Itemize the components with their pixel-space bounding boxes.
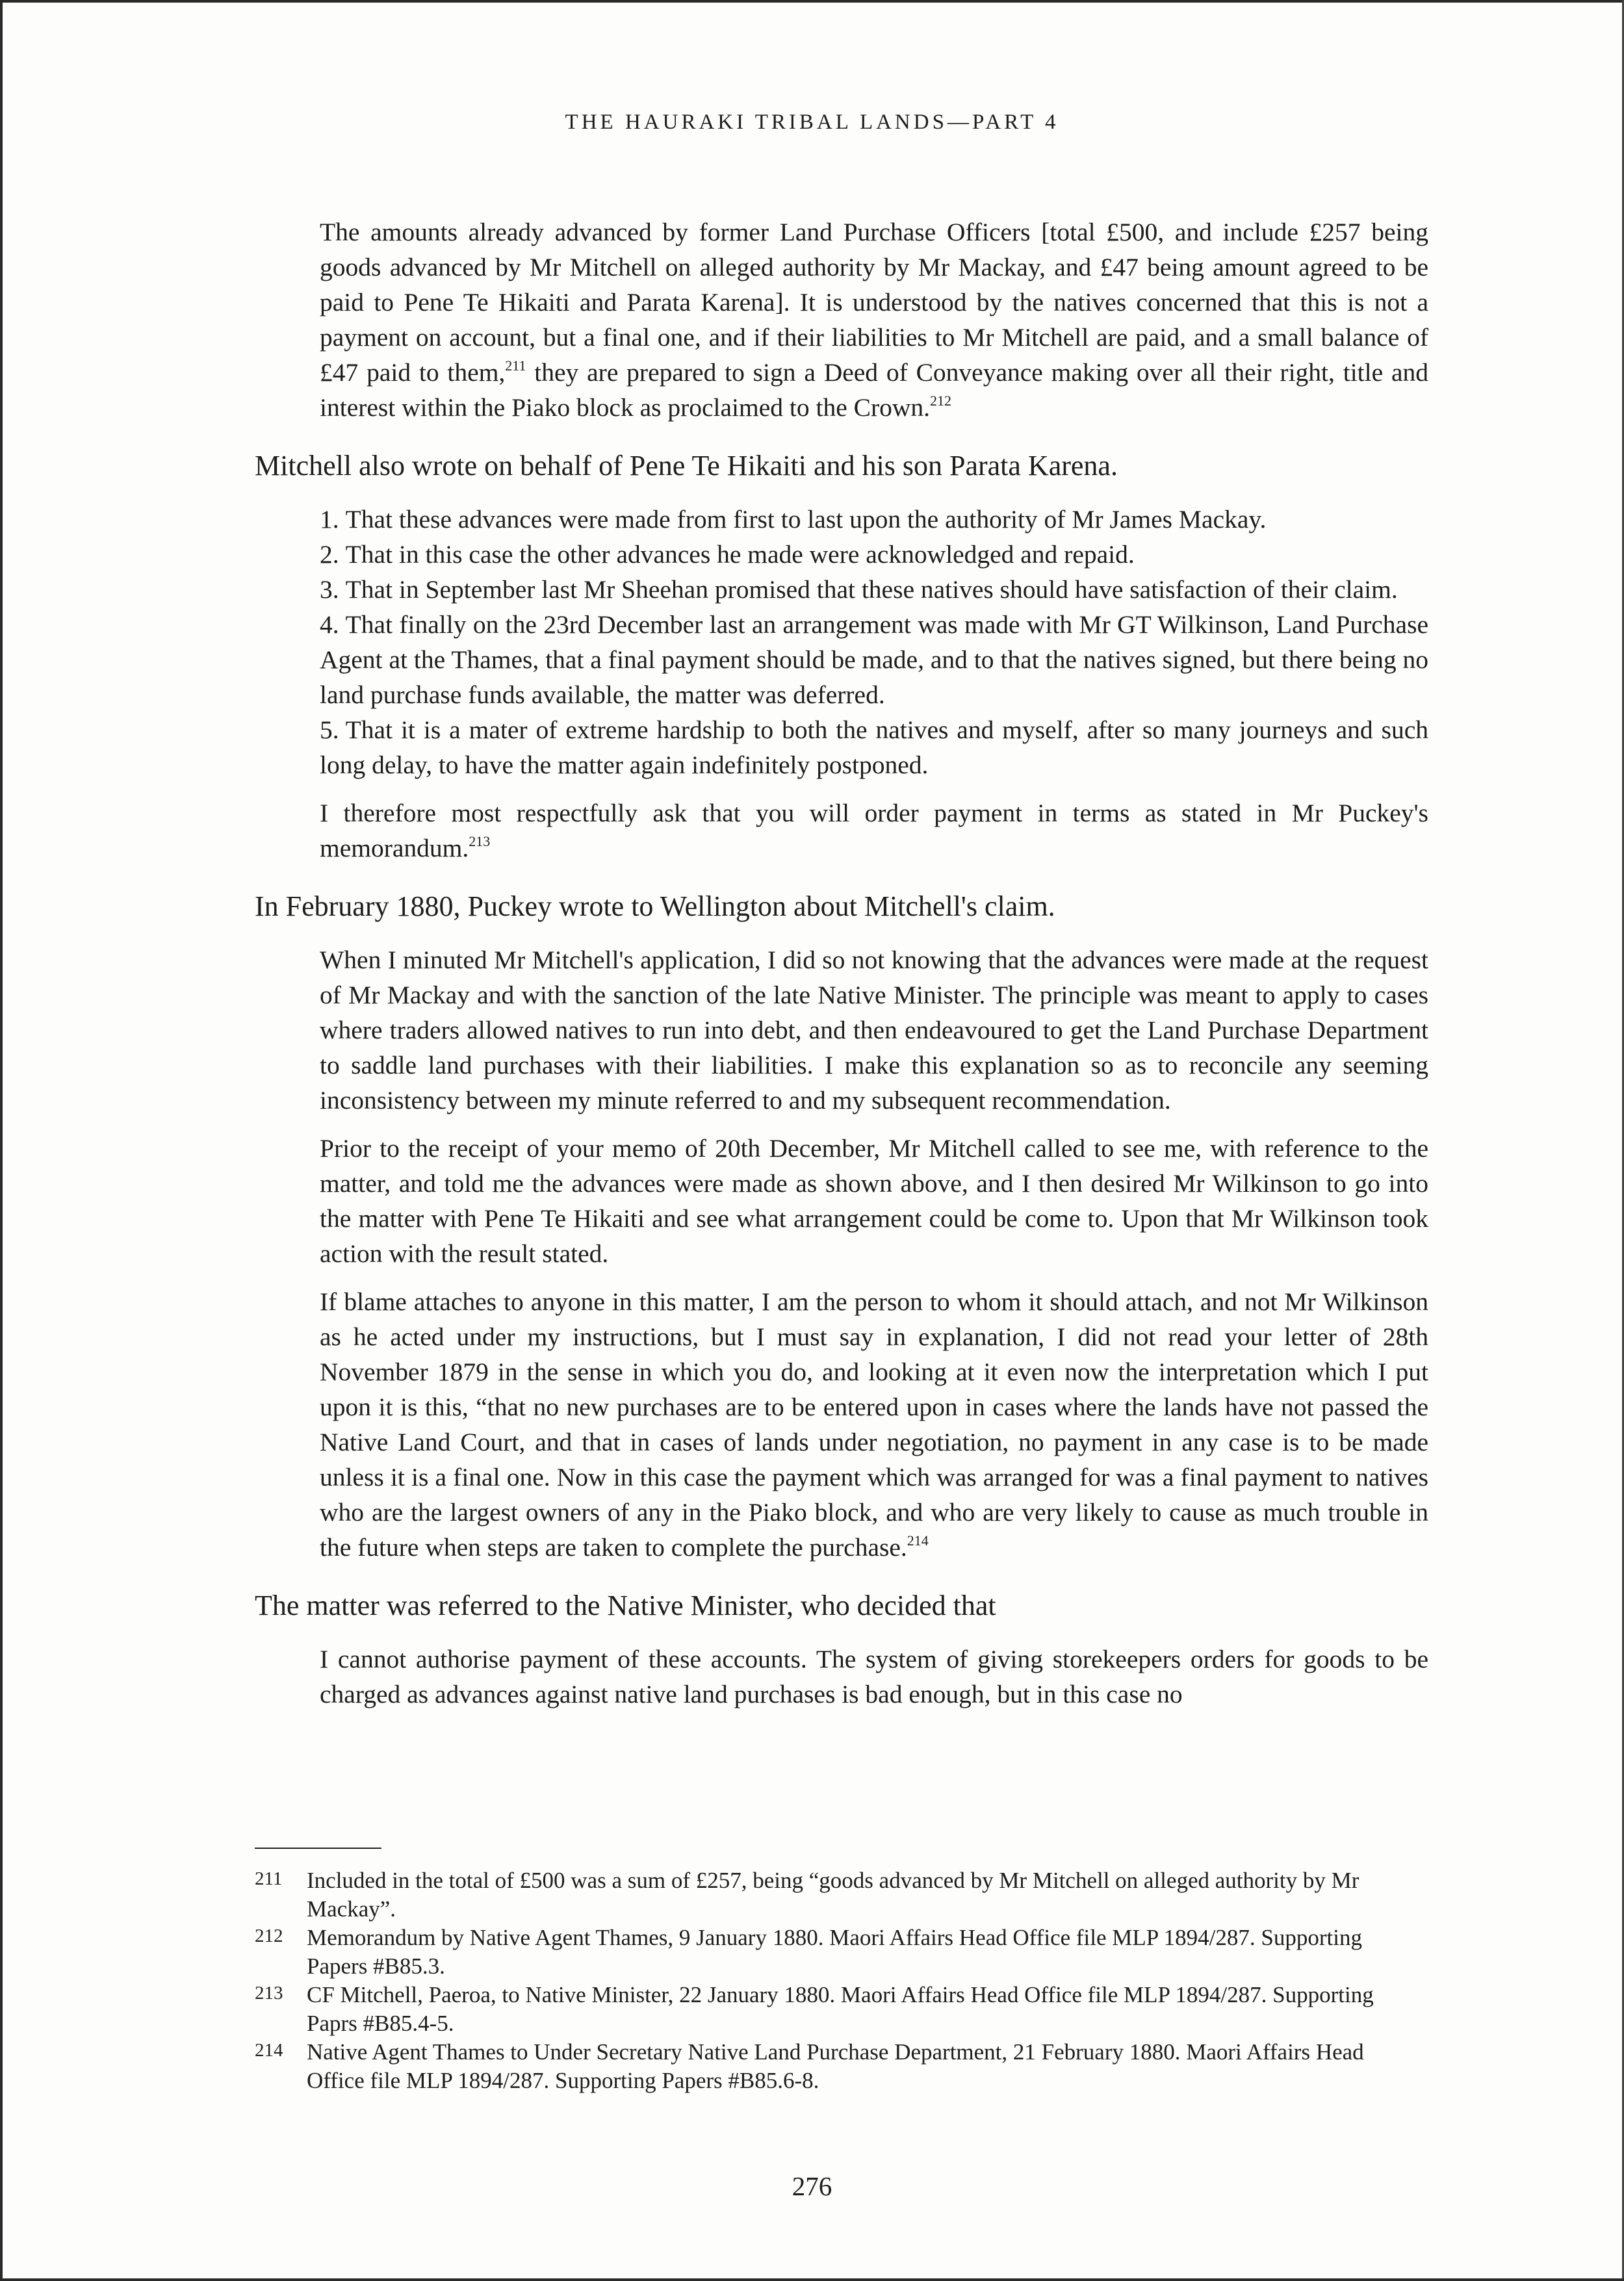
footnote-number: 214: [255, 2040, 283, 2061]
list-item: 5. That it is a mater of extreme hardship to both the natives and myself, after so many journeys and such long delay, to have the matter again indefinitely postponed.: [320, 715, 1428, 779]
block-quote-2: I therefore most respectfully ask that you will order payment in terms as stated in Mr Puckey's memorandum.$^{213}$: [320, 799, 1428, 862]
footnote-ref-212[interactable]: 212: [930, 393, 952, 409]
block-quote-3: When I minuted Mr Mitchell's application, I did so not knowing that the advances were made at the request of Mr Mackay and with the sanction of the late Native Minister. The principle was meant to apply to cases where traders allowed natives to run into debt, and then endeavoured to get the Land Purchase Department to saddle land purchases with their liabilities. I make this explanation so as to reconcile any seeming inconsistency between my minute referred to and my subsequent recommendation.: [320, 946, 1428, 1115]
footnote-text: Memorandum by Native Agent Thames, 9 January 1880. Maori Affairs Head Office file MLP 1894/287. Supporting Papers #B85.3.: [307, 1925, 1362, 1979]
list-item: 4. That finally on the 23rd December last an arrangement was made with Mr GT Wilkinson, Land Purchase Agent at the Thames, that a final payment should be made, and to that the natives signed, but there being no land purchase funds available, the matter was deferred.: [320, 610, 1428, 709]
block-quote-6: I cannot authorise payment of these accounts. The system of giving storekeepers orders for goods to be charged as advances against native land purchases is bad enough, but in this case no: [320, 1645, 1428, 1708]
footnote: [255, 2038, 1379, 2095]
block-quote-4: Prior to the receipt of your memo of 20th December, Mr Mitchell called to see me, with reference to the matter, and told me the advances were made as shown above, and I then desired Mr Wilkinson to go into the matter with Pene Te Hikaiti and see what arrangement could be come to. Upon that Mr Wilkinson took action with the result stated.: [320, 1134, 1428, 1268]
page-body: [255, 214, 1428, 1712]
footnote-ref-214[interactable]: 214: [907, 1532, 929, 1549]
footnote: [255, 1866, 1379, 1924]
page-border-left: [0, 0, 3, 2281]
footnote-text: Included in the total of £500 was a sum of £257, being “goods advanced by Mr Mitchell on alleged authority by Mr Mackay”.: [307, 1868, 1360, 1922]
page-number: 276: [792, 2171, 832, 2201]
footnote: [255, 1924, 1379, 1981]
list-item: 2. That in this case the other advances he made were acknowledged and repaid.: [320, 540, 1135, 569]
block-quote-1: The amounts already advanced by former Land Purchase Officers [total £500, and include £257 being goods advanced by Mr Mitchell on alleged authority by Mr Mackay, and £47 being amount agreed to be paid to Pene Te Hikaiti and Parata Karena]. It is understood by the natives concerned that this is not a payment on account, but a final one, and if their liabilities to Mr Mitchell are paid, and a small balance of £47 paid to them,$^{211}$ they are prepared to sign a Deed of Conveyance making over all their right, title and interest within the Piako block as proclaimed to the Crown.$^{212}$: [320, 218, 1428, 422]
footnote-number: 212: [255, 1926, 283, 1946]
footnote-number: 211: [255, 1868, 283, 1889]
footnote-number: 213: [255, 1983, 283, 2004]
footnote-text: CF Mitchell, Paeroa, to Native Minister, 22 January 1880. Maori Affairs Head Office file MLP 1894/287. Supporting Paprs #B85.4-5.: [307, 1982, 1374, 2036]
body-paragraph-1: Mitchell also wrote on behalf of Pene Te Hikaiti and his son Parata Karena.: [255, 450, 1118, 482]
numbered-list: [320, 502, 1428, 782]
running-head: THE HAURAKI TRIBAL LANDS—PART 4: [565, 110, 1059, 134]
footnote-ref-213[interactable]: 213: [469, 833, 491, 849]
footnote-text: Native Agent Thames to Under Secretary Native Land Purchase Department, 21 February 1880. Maori Affairs Head Office file MLP 1894/287. Supporting Papers #B85.6-8.: [307, 2039, 1364, 2093]
footnotes: [255, 1866, 1379, 2095]
block-quote-5: If blame attaches to anyone in this matter, I am the person to whom it should attach, and not Mr Wilkinson as he acted under my instructions, but I must say in explanation, I did not read your letter of 28th November 1879 in the sense in which you do, and looking at it even now the interpretation which I put upon it is this, “that no new purchases are to be entered upon in cases where the lands have not passed the Native Land Court, and that in cases of lands under negotiation, no payment in any case is to be made unless it is a final one. Now in this case the payment which was arranged for was a final payment to natives who are the largest owners of any in the Piako block, and who are very likely to cause as much trouble in the future when steps are taken to complete the purchase.$^{214}$: [320, 1287, 1428, 1562]
list-item: 3. That in September last Mr Sheehan promised that these natives should have satisfaction of their claim.: [320, 575, 1398, 604]
footnote-ref-211[interactable]: 211: [505, 357, 526, 374]
body-paragraph-2: In February 1880, Puckey wrote to Wellington about Mitchell's claim.: [255, 890, 1055, 922]
body-paragraph-3: The matter was referred to the Native Minister, who decided that: [255, 1590, 996, 1621]
list-item: 1. That these advances were made from first to last upon the authority of Mr James Mackay.: [320, 505, 1267, 534]
footnote-rule: [255, 1848, 381, 1849]
footnote: [255, 1981, 1379, 2038]
page-border-top: [0, 0, 1624, 3]
page-border-bottom: [0, 2278, 1624, 2281]
